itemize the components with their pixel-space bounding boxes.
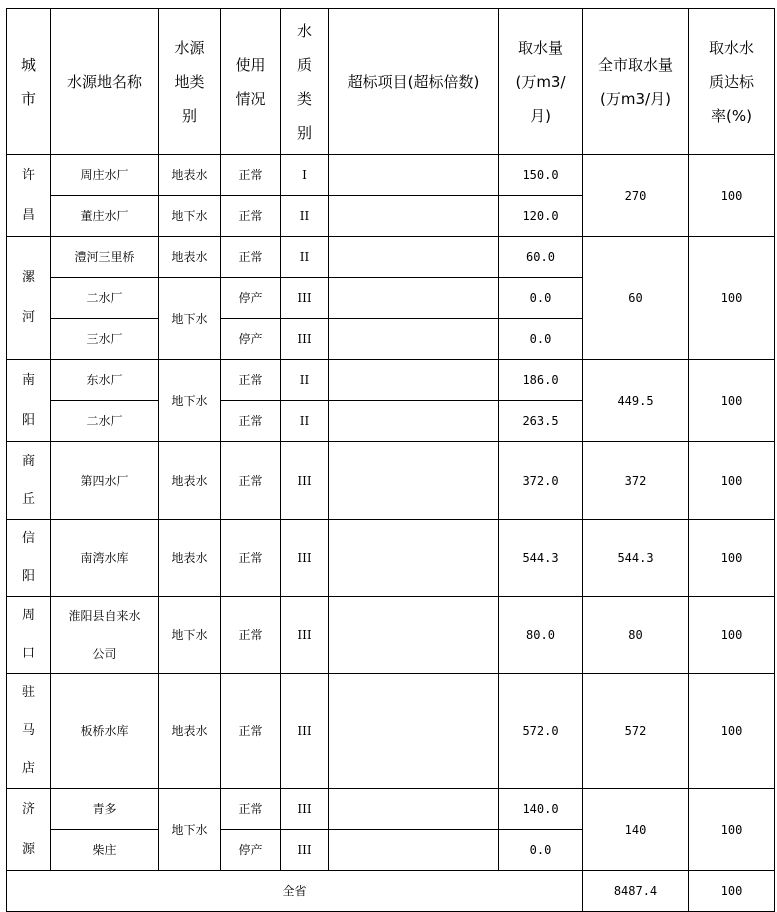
quality-class-cell: III xyxy=(281,830,329,871)
table-row xyxy=(7,520,775,597)
table-row xyxy=(7,789,775,830)
header-city-intake: 全市取水量 (万m3/月) xyxy=(583,9,689,155)
source-name-cell: 板桥水库 xyxy=(51,674,159,789)
intake-cell: 60.0 xyxy=(499,237,583,278)
source-name-cell: 周庄水厂 xyxy=(51,155,159,196)
total-city-intake: 8487.4 xyxy=(583,871,689,912)
source-name-cell: 第四水厂 xyxy=(51,442,159,520)
intake-cell: 544.3 xyxy=(499,520,583,597)
source-type-cell: 地下水 xyxy=(159,789,221,871)
city-cell: 济 源 xyxy=(7,789,51,871)
city-intake-cell: 60 xyxy=(583,237,689,360)
exceed-cell xyxy=(329,830,499,871)
header-intake: 取水量 (万m3/ 月) xyxy=(499,9,583,155)
intake-cell: 263.5 xyxy=(499,401,583,442)
exceed-cell xyxy=(329,237,499,278)
total-row xyxy=(7,871,775,912)
rate-cell: 100 xyxy=(689,674,775,789)
exceed-cell xyxy=(329,278,499,319)
source-name-cell: 淮阳县自来水 公司 xyxy=(51,597,159,674)
source-type-cell: 地下水 xyxy=(159,360,221,442)
usage-cell: 正常 xyxy=(221,442,281,520)
usage-cell: 正常 xyxy=(221,401,281,442)
header-usage: 使用 情况 xyxy=(221,9,281,155)
table-row xyxy=(7,674,775,789)
quality-class-cell: III xyxy=(281,442,329,520)
rate-cell: 100 xyxy=(689,442,775,520)
city-intake-cell: 544.3 xyxy=(583,520,689,597)
usage-cell: 正常 xyxy=(221,360,281,401)
quality-class-cell: II xyxy=(281,360,329,401)
source-type-cell: 地表水 xyxy=(159,520,221,597)
rate-cell: 100 xyxy=(689,789,775,871)
usage-cell: 正常 xyxy=(221,196,281,237)
exceed-cell xyxy=(329,674,499,789)
quality-class-cell: II xyxy=(281,401,329,442)
source-name-cell: 二水厂 xyxy=(51,278,159,319)
quality-class-cell: III xyxy=(281,674,329,789)
usage-cell: 正常 xyxy=(221,520,281,597)
exceed-cell xyxy=(329,155,499,196)
header-source-name: 水源地名称 xyxy=(51,9,159,155)
intake-cell: 372.0 xyxy=(499,442,583,520)
exceed-cell xyxy=(329,442,499,520)
rate-cell: 100 xyxy=(689,237,775,360)
quality-class-cell: III xyxy=(281,789,329,830)
source-name-cell: 三水厂 xyxy=(51,319,159,360)
header-row xyxy=(7,9,775,155)
source-type-cell: 地表水 xyxy=(159,237,221,278)
city-intake-cell: 140 xyxy=(583,789,689,871)
table-row xyxy=(7,597,775,674)
quality-class-cell: III xyxy=(281,520,329,597)
source-name-cell: 柴庄 xyxy=(51,830,159,871)
city-intake-cell: 270 xyxy=(583,155,689,237)
usage-cell: 正常 xyxy=(221,237,281,278)
source-name-cell: 东水厂 xyxy=(51,360,159,401)
source-type-cell: 地表水 xyxy=(159,674,221,789)
table-row xyxy=(7,442,775,520)
exceed-cell xyxy=(329,319,499,360)
city-cell: 南 阳 xyxy=(7,360,51,442)
source-name-cell: 南湾水库 xyxy=(51,520,159,597)
rate-cell: 100 xyxy=(689,360,775,442)
rate-cell: 100 xyxy=(689,520,775,597)
usage-cell: 正常 xyxy=(221,674,281,789)
intake-cell: 120.0 xyxy=(499,196,583,237)
source-type-cell: 地下水 xyxy=(159,278,221,360)
total-label: 全省 xyxy=(7,871,583,912)
intake-cell: 0.0 xyxy=(499,319,583,360)
usage-cell: 停产 xyxy=(221,319,281,360)
city-cell: 漯 河 xyxy=(7,237,51,360)
total-rate: 100 xyxy=(689,871,775,912)
city-cell: 商 丘 xyxy=(7,442,51,520)
source-name-cell: 澧河三里桥 xyxy=(51,237,159,278)
quality-class-cell: III xyxy=(281,278,329,319)
intake-cell: 186.0 xyxy=(499,360,583,401)
exceed-cell xyxy=(329,597,499,674)
table-row xyxy=(7,155,775,196)
city-cell: 周 口 xyxy=(7,597,51,674)
city-intake-cell: 372 xyxy=(583,442,689,520)
source-type-cell: 地下水 xyxy=(159,196,221,237)
quality-class-cell: III xyxy=(281,319,329,360)
header-exceed-items: 超标项目(超标倍数) xyxy=(329,9,499,155)
header-compliance-rate: 取水水 质达标 率(%) xyxy=(689,9,775,155)
usage-cell: 正常 xyxy=(221,155,281,196)
source-type-cell: 地下水 xyxy=(159,597,221,674)
intake-cell: 0.0 xyxy=(499,278,583,319)
city-cell: 许 昌 xyxy=(7,155,51,237)
intake-cell: 150.0 xyxy=(499,155,583,196)
exceed-cell xyxy=(329,520,499,597)
source-name-cell: 二水厂 xyxy=(51,401,159,442)
usage-cell: 停产 xyxy=(221,278,281,319)
header-city: 城 市 xyxy=(7,9,51,155)
quality-class-cell: II xyxy=(281,196,329,237)
rate-cell: 100 xyxy=(689,597,775,674)
usage-cell: 停产 xyxy=(221,830,281,871)
exceed-cell xyxy=(329,401,499,442)
intake-cell: 0.0 xyxy=(499,830,583,871)
table-row xyxy=(7,360,775,401)
quality-class-cell: III xyxy=(281,597,329,674)
city-cell: 信 阳 xyxy=(7,520,51,597)
table-row xyxy=(7,237,775,278)
exceed-cell xyxy=(329,789,499,830)
intake-cell: 572.0 xyxy=(499,674,583,789)
city-intake-cell: 80 xyxy=(583,597,689,674)
intake-cell: 140.0 xyxy=(499,789,583,830)
water-quality-table xyxy=(6,8,775,912)
source-name-cell: 青多 xyxy=(51,789,159,830)
quality-class-cell: II xyxy=(281,237,329,278)
quality-class-cell: I xyxy=(281,155,329,196)
rate-cell: 100 xyxy=(689,155,775,237)
intake-cell: 80.0 xyxy=(499,597,583,674)
header-source-type: 水源 地类 别 xyxy=(159,9,221,155)
city-intake-cell: 572 xyxy=(583,674,689,789)
header-quality-class: 水 质 类 别 xyxy=(281,9,329,155)
exceed-cell xyxy=(329,196,499,237)
city-cell: 驻 马 店 xyxy=(7,674,51,789)
city-intake-cell: 449.5 xyxy=(583,360,689,442)
source-type-cell: 地表水 xyxy=(159,442,221,520)
usage-cell: 正常 xyxy=(221,597,281,674)
source-name-cell: 董庄水厂 xyxy=(51,196,159,237)
source-type-cell: 地表水 xyxy=(159,155,221,196)
exceed-cell xyxy=(329,360,499,401)
usage-cell: 正常 xyxy=(221,789,281,830)
